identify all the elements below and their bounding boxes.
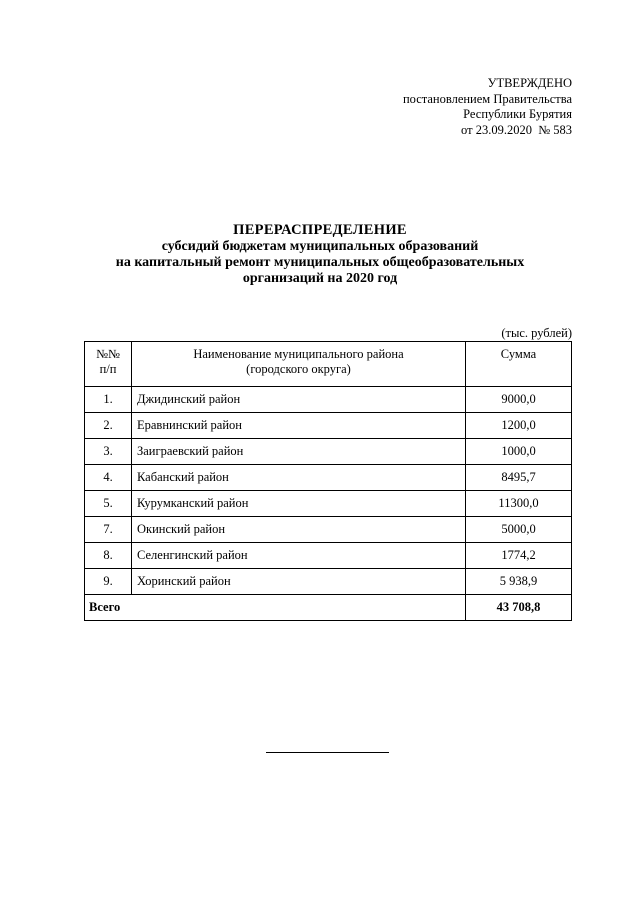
approval-line: постановлением Правительства <box>402 91 572 106</box>
header-name-line1: Наименование муниципального района <box>193 347 404 361</box>
row-num: 7. <box>85 517 132 543</box>
row-district-name: Джидинский район <box>132 387 466 413</box>
row-num: 9. <box>85 569 132 595</box>
row-sum: 1000,0 <box>466 439 572 465</box>
row-sum: 1774,2 <box>466 543 572 569</box>
bottom-divider <box>266 752 389 753</box>
table-row <box>85 387 572 413</box>
title-line: на капитальный ремонт муниципальных общеобразовательных <box>115 255 525 270</box>
row-sum: 11300,0 <box>466 491 572 517</box>
total-row <box>85 595 572 621</box>
row-district-name: Еравнинский район <box>132 413 466 439</box>
row-district-name: Окинский район <box>132 517 466 543</box>
table-row <box>85 517 572 543</box>
total-label: Всего <box>85 595 466 621</box>
approval-line: УТВЕРЖДЕНО <box>487 76 572 90</box>
table-row <box>85 439 572 465</box>
row-num: 4. <box>85 465 132 491</box>
row-district-name: Кабанский район <box>132 465 466 491</box>
row-sum: 8495,7 <box>466 465 572 491</box>
approval-line: от 23.09.2020 № 583 <box>461 122 572 137</box>
row-district-name: Курумканский район <box>132 491 466 517</box>
header-sum: Сумма <box>466 342 572 387</box>
row-sum: 9000,0 <box>466 387 572 413</box>
header-num-line2: п/п <box>99 362 117 376</box>
header-num-line1: №№ <box>96 347 120 361</box>
table-row <box>85 543 572 569</box>
row-num: 3. <box>85 439 132 465</box>
approval-stamp <box>403 76 572 138</box>
row-num: 5. <box>85 491 132 517</box>
row-num: 2. <box>85 413 132 439</box>
total-sum: 43 708,8 <box>466 595 572 621</box>
table-row <box>85 491 572 517</box>
title-line: субсидий бюджетам муниципальных образований <box>161 239 479 254</box>
header-name <box>132 342 466 387</box>
row-district-name: Селенгинский район <box>132 543 466 569</box>
table-row <box>85 465 572 491</box>
units-note: (тыс. рублей) <box>501 326 572 340</box>
table-row <box>85 413 572 439</box>
row-num: 8. <box>85 543 132 569</box>
subsidies-table <box>84 341 572 621</box>
table-header-row <box>85 342 572 387</box>
row-district-name: Хоринский район <box>132 569 466 595</box>
row-district-name: Заиграевский район <box>132 439 466 465</box>
header-name-line2: (городского округа) <box>246 362 351 376</box>
title-line: организаций на 2020 год <box>242 271 398 286</box>
approval-line: Республики Бурятия <box>463 107 572 121</box>
row-sum: 1200,0 <box>466 413 572 439</box>
row-num: 1. <box>85 387 132 413</box>
table-row <box>85 569 572 595</box>
row-sum: 5000,0 <box>466 517 572 543</box>
document-title <box>0 221 640 287</box>
header-num <box>85 342 132 387</box>
title-heading: ПЕРЕРАСПРЕДЕЛЕНИЕ <box>233 222 407 238</box>
row-sum: 5 938,9 <box>466 569 572 595</box>
